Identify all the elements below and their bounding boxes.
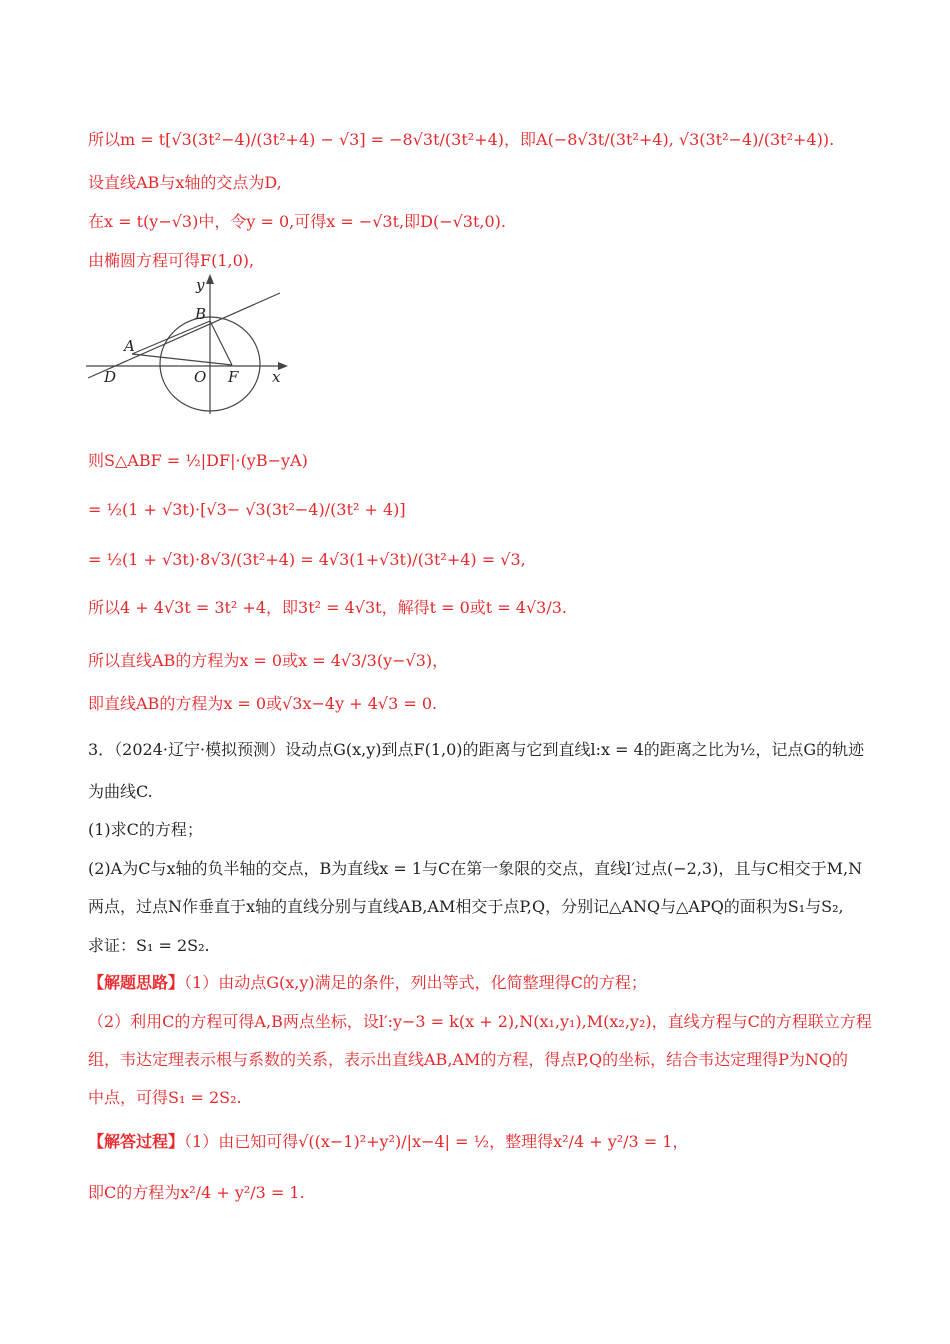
segment-AB [132,321,210,354]
problem3-part1: (1)求C的方程； [88,820,203,839]
figure-label-x: x [272,368,281,386]
thinking-line4: 中点，可得S₁ = 2S₂. [88,1088,242,1107]
segment-AF [132,354,232,365]
figure-label-B: B [195,305,207,323]
process-label: 【解答过程】 [88,1132,185,1151]
problem3-statement-line1: 3．（2024·辽宁·模拟预测）设动点G(x,y)到点F(1,0)的距离与它到直线l:x = 4的距离之比为½，记点G的轨迹 [88,740,865,759]
process-line2: 即C的方程为x²/4 + y²/3 = 1. [88,1183,305,1202]
problem3-part2-line1: (2)A为C与x轴的负半轴的交点，B为直线x = 1与C在第一象限的交点，直线l′过点(−2,3)，且与C相交于M,N [88,859,863,878]
thinking-line1 [88,972,647,994]
thinking-line2: （2）利用C的方程可得A,B两点坐标，设l′:y−3 = k(x + 2),N(x₁,y₁),M(x₂,y₂)，直线方程与C的方程联立方程 [88,1012,872,1031]
thinking-line3: 组，韦达定理表示根与系数的关系，表示出直线AB,AM的方程，得点P,Q的坐标，结合韦达定理得P为NQ的 [88,1050,848,1069]
ellipse-figure [84,274,294,419]
thinking-text-1: （1）由动点G(x,y)满足的条件，列出等式，化简整理得C的方程； [184,973,647,992]
figure-label-F: F [228,368,239,386]
figure-label-D: D [104,368,117,386]
area-line-1: 则S△ABF = ½|DF|·(yB−yA) [88,451,308,470]
area-line-6: 即直线AB的方程为x = 0或√3x−4y + 4√3 = 0. [88,694,438,713]
problem3-statement-line2: 为曲线C. [88,782,153,801]
solution-line-F-coords: 由椭圆方程可得F(1,0), [88,251,255,270]
process-text-1: （1）由已知可得√((x−1)²+y²)/|x−4| = ½，整理得x²/4 + y²/3 = 1， [184,1132,689,1151]
y-axis-arrow [206,274,214,284]
solution-line-D-coords: 在x = t(y−√3)中，令y = 0,可得x = −√3t,即D(−√3t,0). [88,212,506,231]
line-DB-extended [88,293,280,378]
thinking-label: 【解题思路】 [88,973,185,992]
area-line-5: 所以直线AB的方程为x = 0或x = 4√3/3(y−√3)， [88,651,449,670]
figure-label-O: O [194,368,207,386]
process-line1 [88,1131,688,1153]
problem3-part2-line3: 求证：S₁ = 2S₂. [88,936,210,955]
figure-label-y: y [196,276,205,294]
figure-label-A: A [124,337,135,355]
area-line-3: = ½(1 + √3t)·8√3/(3t²+4) = 4√3(1+√3t)/(3t²+4) = √3, [88,550,526,569]
solution-line-m-and-A: 所以m = t[√3(3t²−4)/(3t²+4) − √3] = −8√3t/(3t²+4)，即A(−8√3t/(3t²+4), √3(3t²−4)/(3t²+4)). [88,130,835,149]
area-line-2: = ½(1 + √3t)·[√3− √3(3t²−4)/(3t² + 4)] [88,500,406,519]
problem3-part2-line2: 两点，过点N作垂直于x轴的直线分别与直线AB,AM相交于点P,Q，分别记△ANQ与△APQ的面积为S₁与S₂, [88,897,844,916]
solution-line-define-D: 设直线AB与x轴的交点为D, [88,173,282,192]
area-line-4: 所以4 + 4√3t = 3t² +4，即3t² = 4√3t，解得t = 0或t = 4√3/3. [88,598,568,617]
segment-BF [210,321,232,365]
